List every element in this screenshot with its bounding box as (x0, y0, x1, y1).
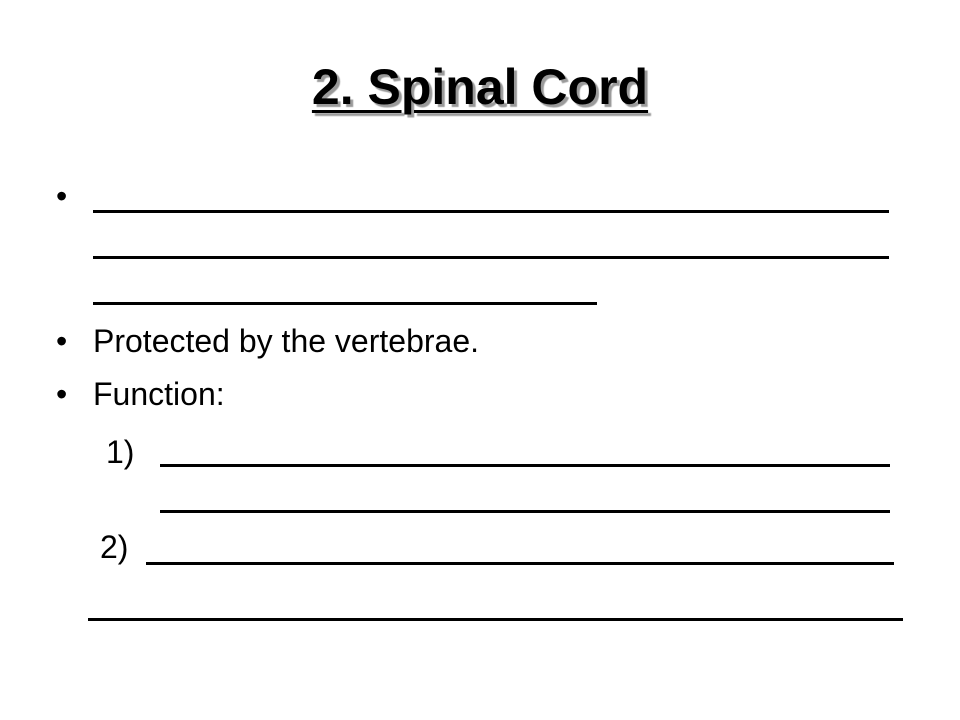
bullet-marker: • (56, 323, 68, 359)
answer-blank-line (88, 618, 903, 621)
sub-item-label: 1) (106, 434, 135, 470)
slide-title: 2. Spinal Cord (311, 59, 649, 115)
answer-blank-line (160, 510, 890, 513)
answer-blank-line (93, 302, 597, 305)
answer-blank-line (160, 464, 890, 467)
answer-blank-line (146, 562, 894, 565)
answer-blank-line (93, 256, 889, 259)
bullet-marker: • (56, 376, 68, 412)
bullet-text: Protected by the vertebrae. (93, 323, 479, 359)
answer-blank-line (93, 210, 889, 213)
bullet-marker: • (56, 178, 68, 214)
sub-item-label: 2) (100, 529, 129, 565)
bullet-text: Function: (93, 376, 225, 412)
